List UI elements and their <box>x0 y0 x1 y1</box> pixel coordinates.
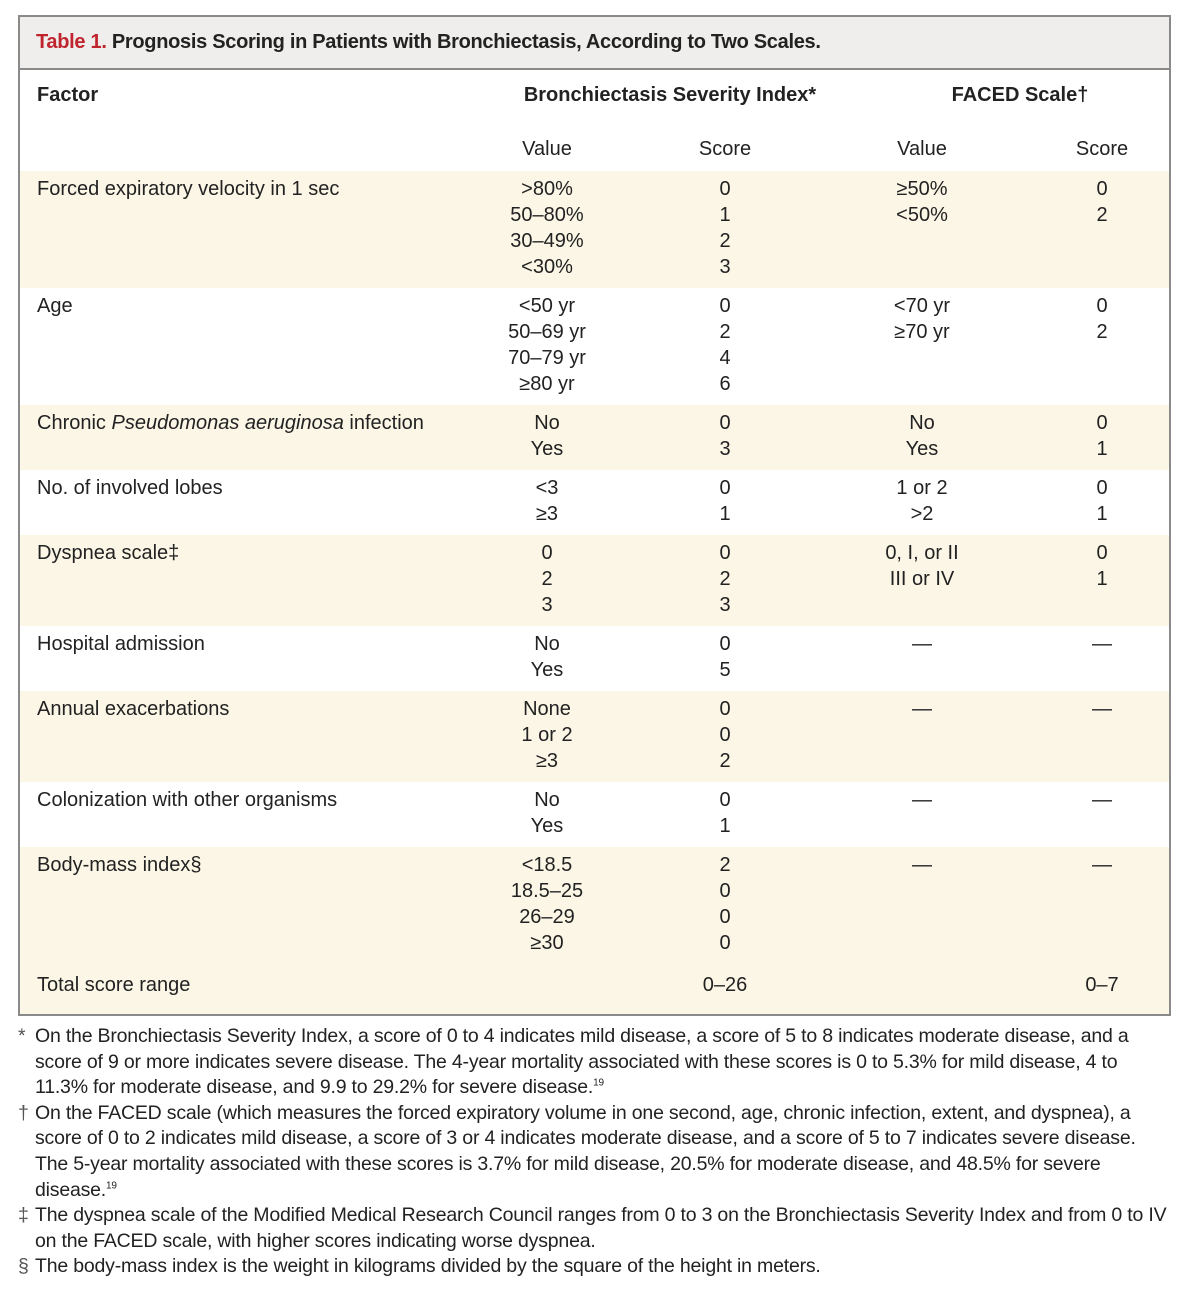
faced-score: 0 <box>1096 295 1108 317</box>
bsi-score: 0 <box>719 542 731 564</box>
bsi-score: 3 <box>719 438 731 460</box>
factor-cell <box>20 410 490 462</box>
bsi-score-cell <box>655 475 795 527</box>
faced-value-cell <box>822 293 1022 397</box>
bsi-value: 1 or 2 <box>521 724 573 746</box>
faced-value: 0, I, or II <box>885 542 959 564</box>
prognosis-table <box>18 15 1171 1016</box>
bsi-score: 2 <box>719 854 731 876</box>
factor-cell: Colonization with other organisms <box>37 789 338 811</box>
bsi-value: No <box>534 633 560 655</box>
total-bsi: 0–26 <box>702 974 748 996</box>
bsi-value: 3 <box>541 594 553 616</box>
bsi-score: 6 <box>719 373 731 395</box>
faced-value-cell <box>822 475 1022 527</box>
faced-score-cell <box>1052 176 1152 280</box>
faced-value: Yes <box>905 438 939 460</box>
faced-value: ≥70 yr <box>894 321 950 343</box>
bsi-value-cell <box>492 176 602 280</box>
table-body <box>20 171 1169 964</box>
bsi-value: 18.5–25 <box>510 880 584 902</box>
footnote <box>18 1254 1168 1280</box>
table-row <box>20 782 1169 847</box>
total-spacer <box>492 964 602 1014</box>
faced-value-cell <box>822 540 1022 618</box>
faced-score-cell <box>1052 540 1152 618</box>
faced-value-cell <box>822 787 1022 839</box>
bsi-score-cell <box>655 631 795 683</box>
factor-text: Chronic <box>37 412 112 434</box>
total-row <box>20 964 1169 1014</box>
footnote <box>18 1024 1168 1101</box>
faced-value-cell <box>822 696 1022 774</box>
bsi-value: ≥30 <box>530 932 564 954</box>
bsi-score: 3 <box>719 594 731 616</box>
total-label: Total score range <box>37 974 191 996</box>
table-number: Table 1. <box>36 31 107 53</box>
footnote-text: On the Bronchiectasis Severity Index, a score of 0 to 4 indicates mild disease, a score of 5 to 8 indicates moderate disease, and a score of 9 or more indicates severe disease. The 4-year mortality associated with these scores is 0 to 5.3% for mild disease, 4 to 11.3% for moderate disease, and 9.9 to 29.2% for severe disease. <box>35 1025 1129 1099</box>
faced-score: 0 <box>1096 178 1108 200</box>
factor-text: infection <box>343 412 424 434</box>
faced-score-cell <box>1052 293 1152 397</box>
footnote <box>18 1101 1168 1203</box>
faced-value: >2 <box>910 503 934 525</box>
faced-value: III or IV <box>889 568 955 590</box>
footnote-text-wrap <box>35 1024 1168 1101</box>
footnote-text: On the FACED scale (which measures the forced expiratory volume in one second, age, chronic infection, extent, and dyspnea), a score of 0 to 2 indicates mild disease, a score of 3 or 4 indicates moderate disease, and a score of 5 to 7 indicates severe disease. The 5-year mortality associated with these scores is 3.7% for mild disease, 20.5% for moderate disease, and 48.5% for severe disease. <box>35 1101 1136 1201</box>
bsi-value-cell <box>492 293 602 397</box>
bsi-score: 0 <box>719 906 731 928</box>
bsi-value-cell <box>492 540 602 618</box>
faced-value: 1 or 2 <box>896 477 948 499</box>
bsi-score: 0 <box>719 880 731 902</box>
bsi-value: 2 <box>541 568 553 590</box>
bsi-score-cell <box>655 176 795 280</box>
bsi-value: No <box>534 412 560 434</box>
faced-value: — <box>912 698 932 720</box>
faced-value: <50% <box>896 204 948 226</box>
table-row <box>20 691 1169 782</box>
factor-cell: Forced expiratory velocity in 1 sec <box>37 178 340 200</box>
bsi-score: 2 <box>719 568 731 590</box>
subheader-bsi-score: Score <box>698 138 752 160</box>
bsi-value: <50 yr <box>518 295 576 317</box>
table-caption: Prognosis Scoring in Patients with Bronchiectasis, According to Two Scales. <box>111 31 821 53</box>
faced-score-cell <box>1052 631 1152 683</box>
faced-score: — <box>1092 633 1112 655</box>
footnotes <box>18 1024 1168 1280</box>
bsi-score: 0 <box>719 932 731 954</box>
bsi-score: 0 <box>719 724 731 746</box>
factor-cell: Annual exacerbations <box>37 698 230 720</box>
total-spacer <box>822 964 1022 1014</box>
bsi-score: 5 <box>719 659 731 681</box>
factor-cell: Hospital admission <box>37 633 205 655</box>
faced-score: 2 <box>1096 204 1108 226</box>
faced-score-cell <box>1052 696 1152 774</box>
faced-value: <70 yr <box>893 295 951 317</box>
bsi-value: 50–80% <box>510 204 584 226</box>
bsi-score-cell <box>655 540 795 618</box>
bsi-score: 3 <box>719 256 731 278</box>
subheader-spacer <box>20 121 490 171</box>
bsi-value: Yes <box>530 815 564 837</box>
faced-score-cell <box>1052 787 1152 839</box>
bsi-value: >80% <box>521 178 573 200</box>
bsi-value: <18.5 <box>521 854 573 876</box>
subheader-row <box>20 121 1169 171</box>
header-bsi: Bronchiectasis Severity Index* <box>523 84 817 106</box>
bsi-value: 30–49% <box>510 230 584 252</box>
subheader-bsi-value: Value <box>522 138 572 160</box>
bsi-score: 0 <box>719 698 731 720</box>
faced-value: — <box>912 789 932 811</box>
faced-score: — <box>1092 854 1112 876</box>
factor-cell: Dyspnea scale‡ <box>37 542 180 564</box>
bsi-score-cell <box>655 410 795 462</box>
bsi-score: 0 <box>719 477 731 499</box>
bsi-value: 26–29 <box>519 906 575 928</box>
faced-value: No <box>909 412 935 434</box>
footnote-symbol: ‡ <box>18 1204 29 1227</box>
bsi-score: 0 <box>719 178 731 200</box>
subheader-faced-score: Score <box>1075 138 1129 160</box>
bsi-score: 2 <box>719 321 731 343</box>
bsi-value: 0 <box>541 542 553 564</box>
faced-score: 2 <box>1096 321 1108 343</box>
faced-value: — <box>912 633 932 655</box>
bsi-score-cell <box>655 293 795 397</box>
footnote-text: The body-mass index is the weight in kilograms divided by the square of the height in meters. <box>35 1255 821 1278</box>
faced-score: 0 <box>1096 542 1108 564</box>
footnote-reference: 19 <box>593 1077 604 1089</box>
bsi-value: No <box>534 789 560 811</box>
bsi-value: 70–79 yr <box>508 347 586 369</box>
faced-score: 0 <box>1096 412 1108 434</box>
faced-value-cell <box>822 176 1022 280</box>
table-row <box>20 470 1169 535</box>
bsi-score: 0 <box>719 295 731 317</box>
table-title <box>20 17 1169 70</box>
footnote-reference: 19 <box>106 1180 117 1192</box>
bsi-score: 2 <box>719 750 731 772</box>
bsi-value-cell <box>492 787 602 839</box>
header-factor: Factor <box>37 84 99 106</box>
bsi-value: Yes <box>530 659 564 681</box>
faced-value: ≥50% <box>896 178 948 200</box>
footnote-symbol: † <box>18 1101 29 1124</box>
bsi-value: ≥3 <box>535 750 559 772</box>
faced-score: — <box>1092 789 1112 811</box>
bsi-value-cell <box>492 852 602 956</box>
faced-value-cell <box>822 631 1022 683</box>
faced-value-cell <box>822 410 1022 462</box>
footnote-symbol: * <box>18 1025 26 1047</box>
bsi-score-cell <box>655 852 795 956</box>
bsi-value-cell <box>492 696 602 774</box>
bsi-score-cell <box>655 787 795 839</box>
bsi-score: 0 <box>719 412 731 434</box>
bsi-value: ≥80 yr <box>519 373 575 395</box>
faced-score: 1 <box>1096 503 1108 525</box>
footnote-symbol: § <box>18 1255 29 1278</box>
bsi-score: 1 <box>719 815 731 837</box>
table-row <box>20 626 1169 691</box>
faced-score-cell <box>1052 852 1152 956</box>
header-faced: FACED Scale† <box>951 84 1089 106</box>
faced-score: 0 <box>1096 477 1108 499</box>
footnote-text: The dyspnea scale of the Modified Medical Research Council ranges from 0 to 3 on the Bronchiectasis Severity Index and from 0 to IV on the FACED scale, with higher scores indicating worse dyspnea. <box>35 1204 1167 1252</box>
footnote <box>18 1203 1168 1254</box>
bsi-score: 4 <box>719 347 731 369</box>
footnote-text-wrap <box>35 1254 821 1280</box>
bsi-value: 50–69 yr <box>508 321 586 343</box>
bsi-value: <30% <box>521 256 573 278</box>
bsi-score: 0 <box>719 633 731 655</box>
subheader-faced-value: Value <box>897 138 947 160</box>
bsi-score: 0 <box>719 789 731 811</box>
bsi-value: Yes <box>530 438 564 460</box>
bsi-score: 2 <box>719 230 731 252</box>
factor-cell: Body-mass index§ <box>37 854 202 876</box>
header-row <box>20 70 1169 121</box>
faced-score-cell <box>1052 475 1152 527</box>
faced-value: — <box>912 854 932 876</box>
table-row <box>20 288 1169 405</box>
faced-score: — <box>1092 698 1112 720</box>
faced-value-cell <box>822 852 1022 956</box>
bsi-score: 1 <box>719 204 731 226</box>
footnote-text-wrap <box>35 1203 1168 1254</box>
footnote-text-wrap <box>35 1101 1168 1203</box>
bsi-value-cell <box>492 631 602 683</box>
total-faced: 0–7 <box>1085 974 1119 996</box>
table-row <box>20 847 1169 964</box>
table-row <box>20 171 1169 288</box>
factor-organism: Pseudomonas aeruginosa <box>111 412 344 434</box>
factor-cell: No. of involved lobes <box>37 477 223 499</box>
factor-cell: Age <box>37 295 73 317</box>
faced-score: 1 <box>1096 438 1108 460</box>
table-row <box>20 535 1169 626</box>
bsi-score: 1 <box>719 503 731 525</box>
bsi-value: None <box>523 698 571 720</box>
faced-score: 1 <box>1096 568 1108 590</box>
table-row <box>20 405 1169 470</box>
bsi-value: <3 <box>535 477 559 499</box>
bsi-score-cell <box>655 696 795 774</box>
faced-score-cell <box>1052 410 1152 462</box>
bsi-value-cell <box>492 475 602 527</box>
bsi-value: ≥3 <box>535 503 559 525</box>
bsi-value-cell <box>492 410 602 462</box>
